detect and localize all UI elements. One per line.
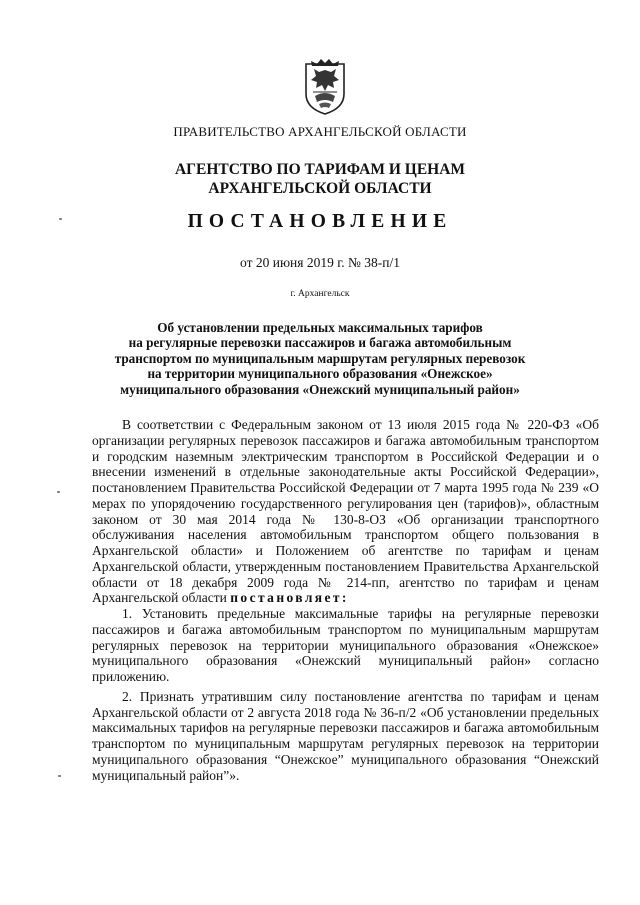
agency-name-line: АГЕНТСТВО ПО ТАРИФАМ И ЦЕНАМ: [174, 161, 466, 178]
scan-speck: [57, 491, 60, 493]
preamble-paragraph: [92, 417, 599, 606]
title-line: транспортом по муниципальным маршрутам регулярных перевозок: [114, 350, 526, 366]
document-title: [0, 320, 640, 397]
document-date-number: от 20 июня 2019 г. № 38-п/1: [240, 255, 400, 270]
agency-name-line: АРХАНГЕЛЬСКОЙ ОБЛАСТИ: [208, 180, 432, 197]
coat-of-arms-icon: [303, 58, 347, 116]
title-line: на регулярные перевозки пассажиров и багажа автомобильным: [128, 335, 512, 351]
agency-name: [0, 160, 640, 198]
document-city: г. Архангельск: [290, 289, 350, 299]
document-body: [92, 417, 599, 783]
scan-speck: [59, 218, 62, 220]
scan-speck: [58, 775, 61, 777]
preamble-text: В соответствии с Федеральным законом от 13 июля 2015 года № 220-ФЗ «Об организации регулярных перевозок пассажиров и багажа автомобильным транспортом и городским наземным электрическим транспортом в Российской Федерации и о внесении изменений в отдельные законодательные акты Российской Федерации», постановлением Правительства Российской Федерации от 7 марта 1995 года № 239 «О мерах по упорядочению государственного регулирования цен (тарифов)», областным законом от 30 мая 2014 года № 130-8-ОЗ «Об организации транспортного обслуживания населения автомобильным транспортом общего пользования в Архангельской области» и Положением об агентстве по тарифам и ценам Архангельской области, утвержденным постановлением Правительства Архангельской области от 18 декабря 2009 года № 214-пп, агентство по тарифам и ценам Архангельской области: [92, 417, 599, 606]
title-line: Об установлении предельных максимальных тарифов: [157, 320, 483, 335]
government-name: ПРАВИТЕЛЬСТВО АРХАНГЕЛЬСКОЙ ОБЛАСТИ: [173, 124, 467, 139]
title-line: муниципального образования «Онежский муниципальный район»: [120, 381, 520, 397]
document-type: ПОСТАНОВЛЕНИЕ: [187, 211, 453, 232]
item-1-paragraph: 1. Установить предельные максимальные тарифы на регулярные перевозки пассажиров и багажа автомобильным транспортом по муниципальным маршрутам регулярных перевозок на территории муниципального образования «Онежское» муниципального образования «Онежский муниципальный район» согласно приложению.: [92, 606, 599, 684]
item-2-paragraph: 2. Признать утратившим силу постановление агентства по тарифам и ценам Архангельской области от 2 августа 2018 года № 36-п/2 «Об установлении предельных максимальных тарифов на регулярные перевозки пассажиров и багажа автомобильным транспортом по муниципальным маршрутам регулярных перевозок на территории муниципального образования “Онежское” муниципального образования “Онежский муниципальный район”».: [92, 688, 599, 783]
resolves-word: постановляет:: [230, 590, 349, 606]
title-line: на территории муниципального образования «Онежское»: [147, 366, 493, 382]
